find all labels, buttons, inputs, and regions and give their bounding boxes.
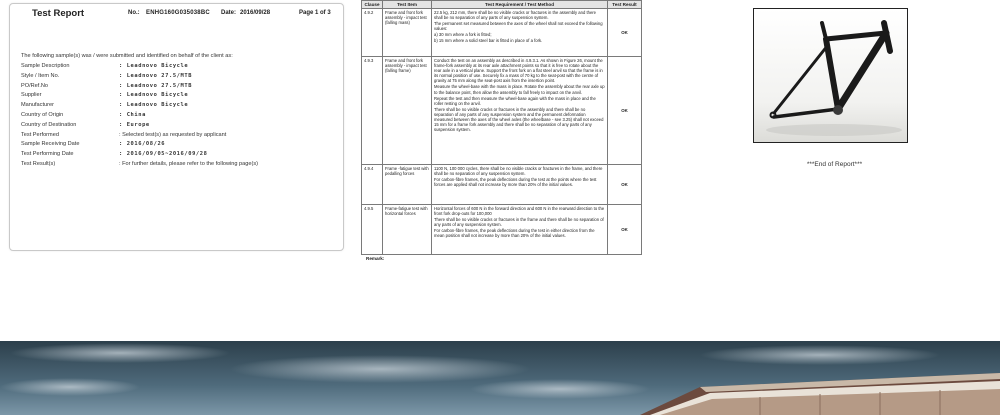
row-requirement (432, 205, 608, 255)
report-fields (21, 63, 339, 171)
field-value: : Leadnovo 27.5/MTB (119, 72, 193, 79)
row-clause: 4.9.2 (362, 9, 383, 57)
test-results-sheet (361, 0, 641, 262)
header-clause: Clause (362, 1, 383, 9)
field-manufacturer (21, 102, 339, 112)
field-value: : 2016/08/26 (119, 141, 166, 148)
report-page-number: Page 1 of 3 (299, 10, 331, 16)
header-requirement: Test Requirement / Test Method (432, 1, 608, 9)
requirement-text: For carbon-fibre frames, the peak deflections during the test at the points where the test forces are applied shall not increase by more than 20% of the initial values. (434, 177, 597, 188)
report-number-label: No.: (128, 10, 140, 16)
requirement-text: 1100 N, 100 000 cycles, there shall be no visible cracks or fractures in the frame, and there shall be no separation of any suspension system. (434, 166, 603, 177)
field-value: : Leadnovo Bicycle (119, 63, 189, 69)
row-requirement (432, 165, 608, 205)
sky-building-photo (0, 341, 1000, 415)
header-result: Test Result (608, 1, 642, 9)
field-label: Test Result(s) (21, 160, 56, 167)
table-row (362, 57, 642, 165)
field-value: : 2016/09/05~2016/09/28 (119, 151, 208, 158)
field-receiving-date (21, 141, 339, 151)
field-sample-description (21, 63, 339, 73)
field-label: PO/Ref.No (21, 82, 49, 89)
field-value: : Selected test(s) as requested by applicant (119, 131, 227, 138)
report-header (10, 8, 343, 22)
field-label: Manufacturer (21, 102, 54, 109)
carbon-bike-frame-icon (754, 9, 907, 142)
field-label: Sample Description (21, 63, 70, 69)
field-country-destination (21, 122, 339, 132)
report-intro: The following sample(s) was / were submitted and identified on behalf of the client as: (21, 53, 233, 59)
requirement-text: There shall be no visible cracks or fractures in the assembly and there shall be no separation of any parts of any suspension system and the permanent deformation measured between the axes of the wheel axles (the wheelbase - see 3.25) shall not exceed 15 mm for a frame fork assembly and there shall be no separation of any parts of any suspension system. (434, 106, 604, 133)
table-row (362, 165, 642, 205)
requirement-text: Repeat the test and then measure the wheel-base again with the mass in place and the roller resting on the anvil. (434, 95, 596, 106)
row-test-item: Frame and front fork assembly - impact test (falling mass) (383, 9, 432, 57)
remark-label: Remark: (366, 256, 385, 261)
requirement-text: a) 30 mm where a fork is fitted; (434, 32, 492, 38)
row-result: OK (608, 57, 642, 165)
header-test-item: Test Item (383, 1, 432, 9)
report-date: 2016/09/28 (240, 10, 271, 16)
row-requirement (432, 57, 608, 165)
field-label: Sample Receiving Date (21, 141, 80, 148)
report-number: ENHG160G035038BC (146, 10, 210, 16)
field-label: Country of Origin (21, 111, 64, 118)
test-report-card (9, 3, 344, 251)
field-test-performed (21, 132, 339, 142)
end-of-report-text: ***End of Report*** (806, 161, 863, 168)
test-results-table (361, 0, 642, 255)
field-value: : China (119, 111, 146, 118)
requirement-text: Measure the wheel-base with the mass in place. Rotate the assembly about the rear axle up to the balance point, then allow the assembly to fall freely to impact on the anvil. (434, 84, 605, 95)
field-value: : For further details, please refer to the following page(s) (119, 160, 258, 167)
requirement-text: b) 15 mm where a solid steel bar is fitted in place of a fork. (434, 38, 543, 44)
row-result: OK (608, 165, 642, 205)
table-header-row (362, 1, 642, 9)
row-result: OK (608, 9, 642, 57)
field-label: Test Performing Date (21, 151, 74, 158)
requirement-text: There shall be no visible cracks or fractures in the frame and there shall be no separation of any parts of any suspension system. (434, 217, 604, 228)
row-clause: 4.9.3 (362, 57, 383, 165)
field-value: : Europe (119, 121, 150, 128)
field-value: : Leadnovo Bicycle (119, 102, 189, 109)
field-value: : Leadnovo Bicycle (119, 92, 189, 99)
bike-frame-photo (753, 8, 908, 143)
field-value: : Leadnovo 27.5/MTB (119, 82, 193, 89)
field-po-ref-no (21, 83, 339, 93)
requirement-text: Horizontal forces of 600 N in the forward direction and 600 N in the rearward direction to the front fork drop-outs for 100,000 (434, 206, 605, 217)
field-test-results (21, 161, 339, 171)
field-label: Supplier (21, 92, 42, 99)
row-test-item: Frame -fatigue test with pedalling forces (383, 165, 432, 205)
table-row (362, 205, 642, 255)
field-label: Test Performed (21, 131, 59, 138)
row-clause: 4.9.5 (362, 205, 383, 255)
report-title: Test Report (32, 8, 85, 19)
field-label: Country of Destination (21, 121, 77, 128)
row-result: OK (608, 205, 642, 255)
field-label: Style / Item No. (21, 72, 60, 79)
banner-photo-icon (0, 341, 1000, 415)
field-performing-date (21, 151, 339, 161)
field-country-origin (21, 112, 339, 122)
field-style-item-no (21, 73, 339, 83)
row-test-item: Frame-fatigue test with horizontal forces (383, 205, 432, 255)
row-test-item: Frame and front fork assembly - impact test (falling frame) (383, 57, 432, 165)
field-supplier (21, 92, 339, 102)
row-clause: 4.9.4 (362, 165, 383, 205)
row-requirement (432, 9, 608, 57)
requirement-text: Conduct the test on an assembly as described in 4.9.3.1. As shown in Figure 26, mount the frame-fork assembly at its rear axle attachment points so that it is free to rotate about the rear axle in a vertical plane. Support the front fork on a flat steel anvil so that the frame is in its normal position of use. Securely fix a mass of 70 kg to the seat-post with the centre of gravity at 75 mm along the seat-post axis from the insertion point. (434, 58, 603, 84)
table-row (362, 9, 642, 57)
report-date-label: Date: (221, 10, 237, 16)
requirement-text: The permanent set measured between the axes of the wheel shall not exceed the following values: (434, 21, 603, 32)
requirement-text: 22.5 kg, 212 mm, there shall be no visible cracks or fractures in the assembly and there shall be no separation of any parts of any suspension system. (434, 10, 596, 21)
requirement-text: For carbon-fibre frames, the peak deflections during the test in either direction from the mean position shall not increase by more than 20% of the initial values. (434, 228, 595, 239)
